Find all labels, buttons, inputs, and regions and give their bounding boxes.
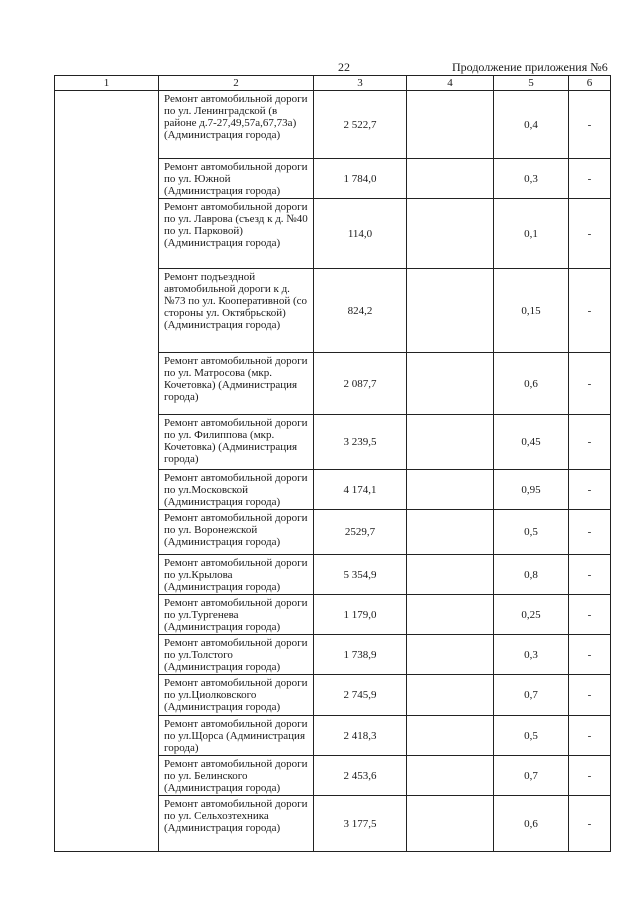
amount-cell: 2 087,7 [314, 353, 407, 415]
column-header: 4 [407, 76, 494, 91]
appendix-table [54, 75, 611, 852]
dash-cell: - [569, 353, 611, 415]
length-cell: 0,1 [494, 199, 569, 269]
work-description-cell: Ремонт автомобильной дороги по ул. Лаврова (съезд к д. №40 по ул. Парковой) (Администрация города) [159, 199, 314, 269]
dash-cell: - [569, 595, 611, 635]
amount-cell: 824,2 [314, 269, 407, 353]
empty-cell [407, 756, 494, 796]
length-cell: 0,15 [494, 269, 569, 353]
work-description-cell: Ремонт автомобильной дороги по ул. Южной (Администрация города) [159, 159, 314, 199]
length-cell: 0,7 [494, 675, 569, 716]
empty-cell [407, 415, 494, 470]
amount-cell: 114,0 [314, 199, 407, 269]
amount-cell: 1 784,0 [314, 159, 407, 199]
length-cell: 0,45 [494, 415, 569, 470]
amount-cell: 3 177,5 [314, 796, 407, 852]
empty-cell [407, 269, 494, 353]
work-description-cell: Ремонт автомобильной дороги по ул.Московской (Администрация города) [159, 470, 314, 510]
length-cell: 0,3 [494, 635, 569, 675]
work-description-cell: Ремонт автомобильной дороги по ул.Тургенева (Администрация города) [159, 595, 314, 635]
work-description-cell: Ремонт автомобильной дороги по ул.Щорса (Администрация города) [159, 716, 314, 756]
length-cell: 0,25 [494, 595, 569, 635]
work-description-cell: Ремонт автомобильной дороги по ул.Циолковского (Администрация города) [159, 675, 314, 716]
work-description-cell: Ремонт автомобильной дороги по ул. Ленинградской (в районе д.7-27,49,57а,67,73а) (Администрация города) [159, 91, 314, 159]
empty-cell [407, 635, 494, 675]
amount-cell: 1 179,0 [314, 595, 407, 635]
column-header: 6 [569, 76, 611, 91]
work-description-cell: Ремонт автомобильной дороги по ул. Сельхозтехника (Администрация города) [159, 796, 314, 852]
dash-cell: - [569, 510, 611, 555]
section-cell [55, 91, 159, 852]
length-cell: 0,8 [494, 555, 569, 595]
work-description-cell: Ремонт подъездной автомобильной дороги к д. №73 по ул. Кооперативной (со стороны ул. Октябрьской) (Администрация города) [159, 269, 314, 353]
length-cell: 0,7 [494, 756, 569, 796]
dash-cell: - [569, 269, 611, 353]
amount-cell: 3 239,5 [314, 415, 407, 470]
empty-cell [407, 796, 494, 852]
page-header [0, 60, 640, 76]
column-header: 5 [494, 76, 569, 91]
empty-cell [407, 199, 494, 269]
empty-cell [407, 510, 494, 555]
dash-cell: - [569, 635, 611, 675]
column-header: 3 [314, 76, 407, 91]
dash-cell: - [569, 199, 611, 269]
empty-cell [407, 353, 494, 415]
work-description-cell: Ремонт автомобильной дороги по ул. Филиппова (мкр. Кочетовка) (Администрация города) [159, 415, 314, 470]
amount-cell: 1 738,9 [314, 635, 407, 675]
amount-cell: 2 522,7 [314, 91, 407, 159]
dash-cell: - [569, 159, 611, 199]
length-cell: 0,5 [494, 716, 569, 756]
dash-cell: - [569, 555, 611, 595]
work-description-cell: Ремонт автомобильной дороги по ул. Белинского (Администрация города) [159, 756, 314, 796]
length-cell: 0,4 [494, 91, 569, 159]
work-description-cell: Ремонт автомобильной дороги по ул. Воронежской (Администрация города) [159, 510, 314, 555]
dash-cell: - [569, 756, 611, 796]
amount-cell: 5 354,9 [314, 555, 407, 595]
empty-cell [407, 675, 494, 716]
appendix-continuation-label: Продолжение приложения №6 [452, 60, 608, 74]
amount-cell: 4 174,1 [314, 470, 407, 510]
empty-cell [407, 159, 494, 199]
length-cell: 0,6 [494, 353, 569, 415]
empty-cell [407, 716, 494, 756]
length-cell: 0,5 [494, 510, 569, 555]
amount-cell: 2 745,9 [314, 675, 407, 716]
column-number-row [55, 76, 611, 91]
empty-cell [407, 555, 494, 595]
column-header: 2 [159, 76, 314, 91]
work-description-cell: Ремонт автомобильной дороги по ул. Матросова (мкр. Кочетовка) (Администрация города) [159, 353, 314, 415]
work-description-cell: Ремонт автомобильной дороги по ул.Крылова (Администрация города) [159, 555, 314, 595]
amount-cell: 2529,7 [314, 510, 407, 555]
empty-cell [407, 595, 494, 635]
amount-cell: 2 453,6 [314, 756, 407, 796]
dash-cell: - [569, 796, 611, 852]
dash-cell: - [569, 415, 611, 470]
page-number: 22 [338, 60, 350, 74]
length-cell: 0,95 [494, 470, 569, 510]
length-cell: 0,6 [494, 796, 569, 852]
dash-cell: - [569, 716, 611, 756]
dash-cell: - [569, 470, 611, 510]
table-row [55, 91, 611, 159]
empty-cell [407, 470, 494, 510]
dash-cell: - [569, 675, 611, 716]
dash-cell: - [569, 91, 611, 159]
column-header: 1 [55, 76, 159, 91]
work-description-cell: Ремонт автомобильной дороги по ул.Толстого (Администрация города) [159, 635, 314, 675]
empty-cell [407, 91, 494, 159]
amount-cell: 2 418,3 [314, 716, 407, 756]
length-cell: 0,3 [494, 159, 569, 199]
